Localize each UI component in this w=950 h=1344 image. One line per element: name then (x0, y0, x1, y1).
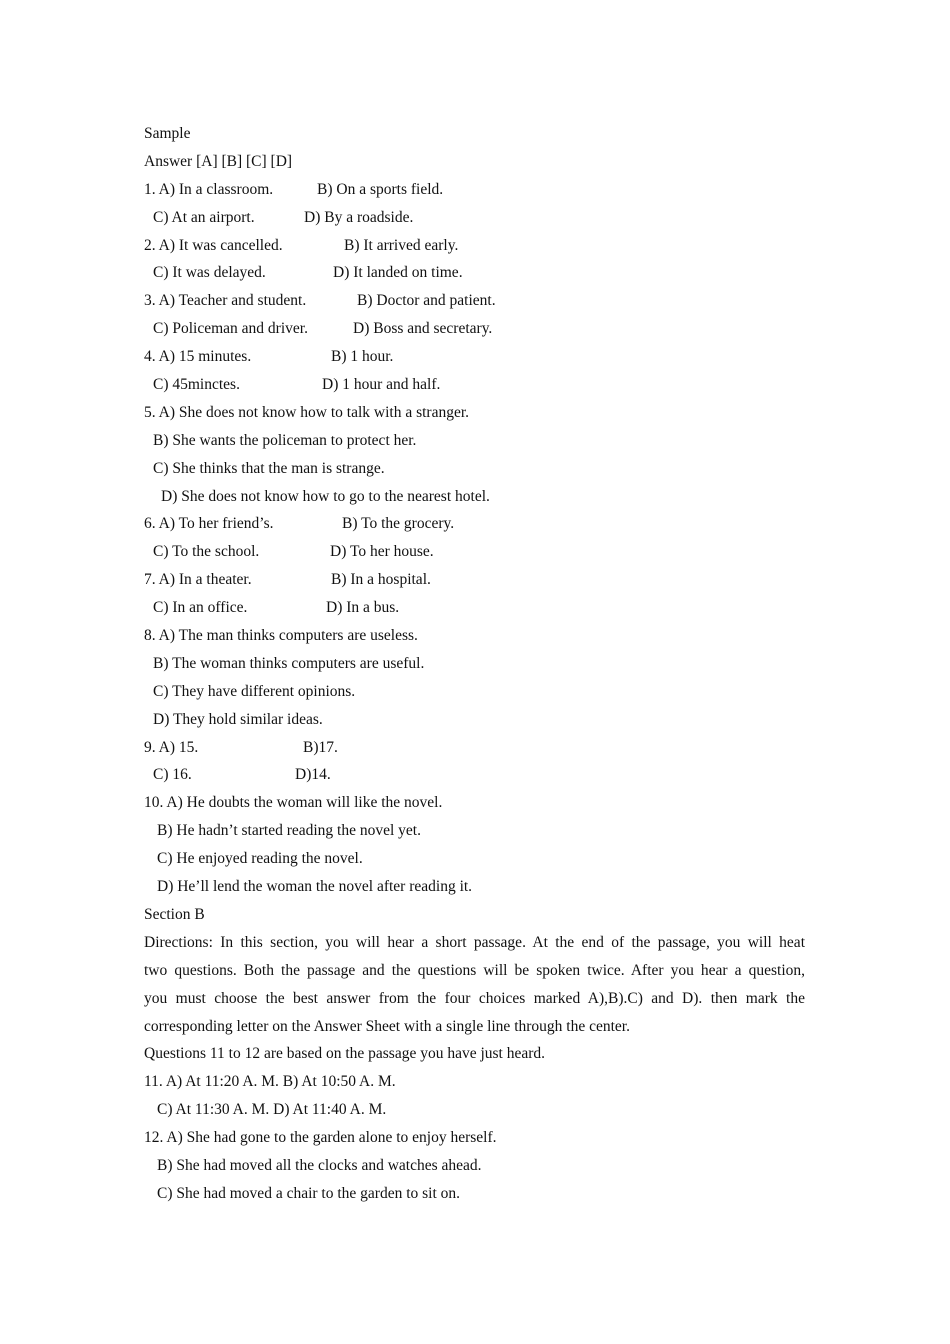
question-12-option-b: B) She had moved all the clocks and watches ahead. (157, 1156, 482, 1174)
question-8-option-d: D) They hold similar ideas. (153, 710, 323, 728)
question-3-row-1 (144, 287, 805, 315)
question-10-option-a: 10. A) He doubts the woman will like the novel. (144, 794, 443, 812)
question-9-option-d: D)14. (295, 766, 331, 784)
question-6-option-c: C) To the school. (153, 543, 260, 561)
question-4-option-a: 4. A) 15 minutes. (144, 348, 252, 366)
directions-paragraph (144, 929, 805, 1041)
question-6-row-2 (144, 538, 805, 566)
question-1-option-b: B) On a sports field. (317, 180, 444, 198)
question-10-option-d: D) He’ll lend the woman the novel after reading it. (157, 878, 473, 896)
question-12-option-a: 12. A) She had gone to the garden alone to enjoy herself. (144, 1129, 497, 1147)
answer-line: Answer [A] [B] [C] [D] (144, 152, 293, 170)
question-9-option-a: 9. A) 15. (144, 738, 199, 756)
question-3-option-a: 3. A) Teacher and student. (144, 292, 307, 310)
question-6-row-1 (144, 510, 805, 538)
question-1-option-d: D) By a roadside. (304, 208, 414, 226)
question-7-option-a: 7. A) In a theater. (144, 571, 252, 589)
question-5-option-d: D) She does not know how to go to the nearest hotel. (161, 487, 490, 505)
question-3-row-2 (144, 315, 805, 343)
question-4-row-2 (144, 371, 805, 399)
question-3-option-c: C) Policeman and driver. (153, 320, 308, 338)
question-9-option-b: B)17. (303, 738, 338, 756)
sample-label: Sample (144, 125, 191, 142)
question-7-row-1 (144, 566, 805, 594)
question-2-option-c: C) It was delayed. (153, 264, 266, 282)
question-5-option-a: 5. A) She does not know how to talk with a stranger. (144, 403, 470, 421)
question-7-option-c: C) In an office. (153, 599, 248, 617)
question-6-option-b: B) To the grocery. (342, 515, 455, 533)
question-2-option-d: D) It landed on time. (333, 264, 463, 282)
question-7-option-d: D) In a bus. (326, 599, 400, 617)
directions-line: two questions. Both the passage and the questions will be spoken twice. After you hear a question, (144, 961, 805, 979)
question-2-row-1 (144, 232, 805, 260)
question-2-option-a: 2. A) It was cancelled. (144, 236, 283, 254)
question-9-row-1 (144, 734, 805, 762)
directions-line: corresponding letter on the Answer Sheet with a single line through the center. (144, 1017, 630, 1035)
question-1-option-a: 1. A) In a classroom. (144, 180, 274, 198)
question-1-option-c: C) At an airport. (153, 208, 255, 226)
question-9-row-2 (144, 761, 805, 789)
question-3-option-d: D) Boss and secretary. (353, 320, 493, 338)
question-5-option-c: C) She thinks that the man is strange. (153, 459, 385, 477)
question-8-option-c: C) They have different opinions. (153, 682, 356, 700)
question-8-option-b: B) The woman thinks computers are useful. (153, 654, 425, 672)
question-5-option-b: B) She wants the policeman to protect her. (153, 431, 417, 449)
question-7-row-2 (144, 594, 805, 622)
question-12-option-c: C) She had moved a chair to the garden to sit on. (157, 1184, 461, 1202)
passage-intro: Questions 11 to 12 are based on the passage you have just heard. (144, 1045, 546, 1063)
question-3-option-b: B) Doctor and patient. (357, 292, 496, 310)
question-8-option-a: 8. A) The man thinks computers are useless. (144, 627, 418, 645)
question-6-option-a: 6. A) To her friend’s. (144, 515, 274, 533)
question-10-option-c: C) He enjoyed reading the novel. (157, 850, 363, 868)
question-7-option-b: B) In a hospital. (331, 571, 431, 589)
question-2-option-b: B) It arrived early. (344, 236, 459, 254)
question-10-option-b: B) He hadn’t started reading the novel yet. (157, 822, 421, 840)
question-4-option-c: C) 45minctes. (153, 376, 240, 394)
question-1-row-2 (144, 204, 805, 232)
question-6-option-d: D) To her house. (330, 543, 434, 561)
question-11-row-1: 11. A) At 11:20 A. M. B) At 10:50 A. M. (144, 1073, 396, 1091)
section-heading: Section B (144, 905, 205, 923)
question-4-option-b: B) 1 hour. (331, 348, 394, 366)
directions-line: you must choose the best answer from the four choices marked A),B).C) and D). then mark the (144, 989, 805, 1007)
question-2-row-2 (144, 259, 805, 287)
question-1-row-1 (144, 176, 805, 204)
question-11-row-2: C) At 11:30 A. M. D) At 11:40 A. M. (157, 1101, 387, 1119)
document-page (144, 120, 805, 1208)
question-9-option-c: C) 16. (153, 766, 192, 784)
question-4-option-d: D) 1 hour and half. (322, 376, 441, 394)
directions-line: Directions: In this section, you will hear a short passage. At the end of the passage, you will heat (144, 933, 805, 951)
question-4-row-1 (144, 343, 805, 371)
